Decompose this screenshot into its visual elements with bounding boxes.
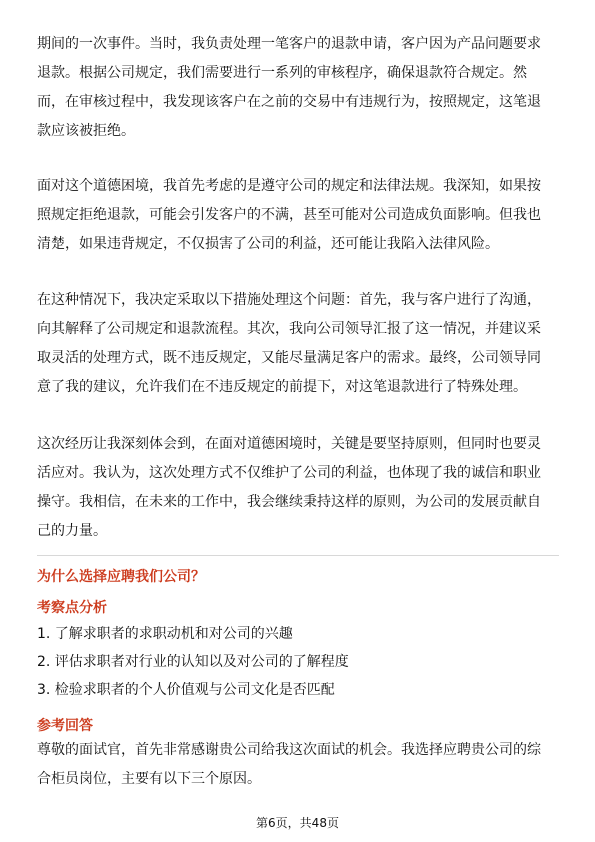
paragraph-line: 面对这个道德困境，我首先考虑的是遵守公司的规定和法律法规。我深知，如果按 <box>37 178 541 194</box>
answer-heading: 参考回答 <box>37 718 93 734</box>
paragraph-line: 活应对。我认为，这次处理方式不仅维护了公司的利益，也体现了我的诚信和职业 <box>37 465 541 481</box>
analysis-heading: 考察点分析 <box>37 600 107 616</box>
paragraph-2 <box>37 172 559 259</box>
paragraph-line: 尊敬的面试官，首先非常感谢贵公司给我这次面试的机会。我选择应聘贵公司的综 <box>37 742 541 758</box>
paragraph-1 <box>37 30 559 146</box>
paragraph-line: 意了我的建议，允许我们在不违反规定的前提下，对这笔退款进行了特殊处理。 <box>37 379 527 395</box>
answer-paragraph <box>37 736 559 794</box>
paragraph-line: 操守。我相信，在未来的工作中，我会继续秉持这样的原则，为公司的发展贡献自 <box>37 494 541 510</box>
question-heading: 为什么选择应聘我们公司？ <box>37 569 205 585</box>
paragraph-line: 合柜员岗位，主要有以下三个原因。 <box>37 771 261 787</box>
paragraph-line: 照规定拒绝退款，可能会引发客户的不满，甚至可能对公司造成负面影响。但我也 <box>37 207 541 223</box>
paragraph-3 <box>37 286 559 402</box>
paragraph-line: 清楚，如果违背规定，不仅损害了公司的利益，还可能让我陷入法律风险。 <box>37 236 499 252</box>
paragraph-4 <box>37 430 559 546</box>
section-divider <box>37 555 559 556</box>
paragraph-line: 己的力量。 <box>37 523 107 539</box>
paragraph-line: 向其解释了公司规定和退款流程。其次，我向公司领导汇报了这一情况，并建议采 <box>37 321 541 337</box>
paragraph-line: 期间的一次事件。当时，我负责处理一笔客户的退款申请，客户因为产品问题要求 <box>37 36 541 52</box>
page-number: 第6页，共48页 <box>256 816 339 830</box>
analysis-item: 3. 检验求职者的个人价值观与公司文化是否匹配 <box>37 682 335 698</box>
analysis-item: 2. 评估求职者对行业的认知以及对公司的了解程度 <box>37 654 349 670</box>
paragraph-line: 这次经历让我深刻体会到，在面对道德困境时，关键是要坚持原则，但同时也要灵 <box>37 436 541 452</box>
paragraph-line: 款应该被拒绝。 <box>37 123 135 139</box>
paragraph-line: 取灵活的处理方式，既不违反规定，又能尽量满足客户的需求。最终，公司领导同 <box>37 350 541 366</box>
paragraph-line: 在这种情况下，我决定采取以下措施处理这个问题：首先，我与客户进行了沟通， <box>37 292 541 308</box>
paragraph-line: 而，在审核过程中，我发现该客户在之前的交易中有违规行为，按照规定，这笔退 <box>37 94 541 110</box>
analysis-item: 1. 了解求职者的求职动机和对公司的兴趣 <box>37 626 293 642</box>
paragraph-line: 退款。根据公司规定，我们需要进行一系列的审核程序，确保退款符合规定。然 <box>37 65 527 81</box>
document-page <box>37 0 559 842</box>
